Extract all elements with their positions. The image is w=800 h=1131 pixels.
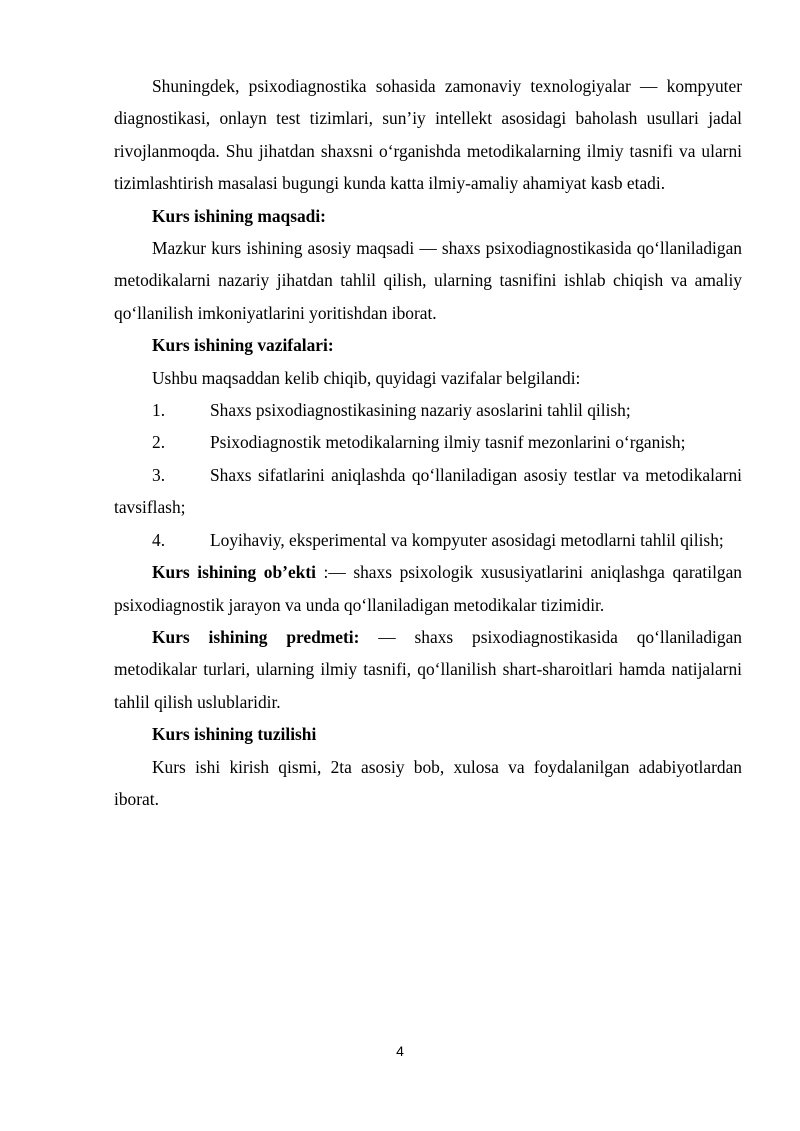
subject-label: Kurs ishining predmeti: bbox=[152, 626, 360, 647]
structure-paragraph: Kurs ishi kirish qismi, 2ta asosiy bob, xulosa va foydalanilgan adabiyotlardan iborat. bbox=[114, 756, 742, 809]
subject-paragraph bbox=[114, 621, 742, 718]
task-text: Psixodiagnostik metodikalarning ilmiy tasnif mezonlarini o‘rganish; bbox=[210, 432, 686, 453]
goal-paragraph: Mazkur kurs ishining asosiy maqsadi — shaxs psixodiagnostikasida qo‘llaniladigan metodikalarni nazariy jihatdan tahlil qilish, ularning tasnifini ishlab chiqish va amaliy qo‘llanilish imkoniyatlarini yoritishdan iborat. bbox=[114, 238, 742, 323]
goal-heading: Kurs ishining maqsadi: bbox=[152, 205, 326, 226]
structure-heading: Kurs ishining tuzilishi bbox=[152, 724, 317, 745]
task-text: Shaxs psixodiagnostikasining nazariy asoslarini tahlil qilish; bbox=[210, 400, 631, 421]
tasks-intro: Ushbu maqsaddan kelib chiqib, quyidagi vazifalar belgilandi: bbox=[152, 367, 581, 388]
object-paragraph bbox=[114, 556, 742, 621]
subject-text: — shaxs psixodiagnostikasida qo‘llaniladigan metodikalar turlari, ularning ilmiy tasnifi, qo‘llanilish shart-sharoitlari hamda natijalarni tahlil qilish uslublaridir. bbox=[114, 626, 742, 712]
task-item-4 bbox=[114, 524, 742, 556]
document-page bbox=[114, 70, 742, 815]
task-number: 3. bbox=[152, 464, 166, 485]
task-number: 1. bbox=[152, 400, 166, 421]
tasks-heading: Kurs ishining vazifalari: bbox=[152, 335, 334, 356]
task-text: Shaxs sifatlarini aniqlashda qo‘llaniladigan asosiy testlar va metodikalarni tavsiflash; bbox=[114, 464, 742, 518]
task-number: 2. bbox=[152, 432, 166, 453]
intro-paragraph: Shuningdek, psixodiagnostika sohasida zamonaviy texnologiyalar — kompyuter diagnostikasi, onlayn test tizimlari, sun’iy intellekt asosidagi baholash usullari jadal rivojlanmoqda. Shu jihatdan shaxsni o‘rganishda metodikalarning ilmiy tasnifi va ularni tizimlashtirish masalasi bugungi kunda katta ilmiy-amaliy ahamiyat kasb etadi. bbox=[114, 76, 742, 194]
page-number: 4 bbox=[396, 1043, 404, 1059]
task-item-1 bbox=[114, 394, 742, 426]
object-label: Kurs ishining ob’ekti bbox=[152, 562, 316, 583]
task-item-2 bbox=[114, 426, 742, 458]
task-text: Loyihaviy, eksperimental va kompyuter asosidagi metodlarni tahlil qilish; bbox=[210, 529, 724, 550]
task-item-3 bbox=[114, 459, 742, 524]
object-text: :— shaxs psixologik xususiyatlarini aniqlashga qaratilgan psixodiagnostik jarayon va unda qo‘llaniladigan metodikalar tizimidir. bbox=[114, 562, 743, 615]
task-number: 4. bbox=[152, 529, 166, 550]
